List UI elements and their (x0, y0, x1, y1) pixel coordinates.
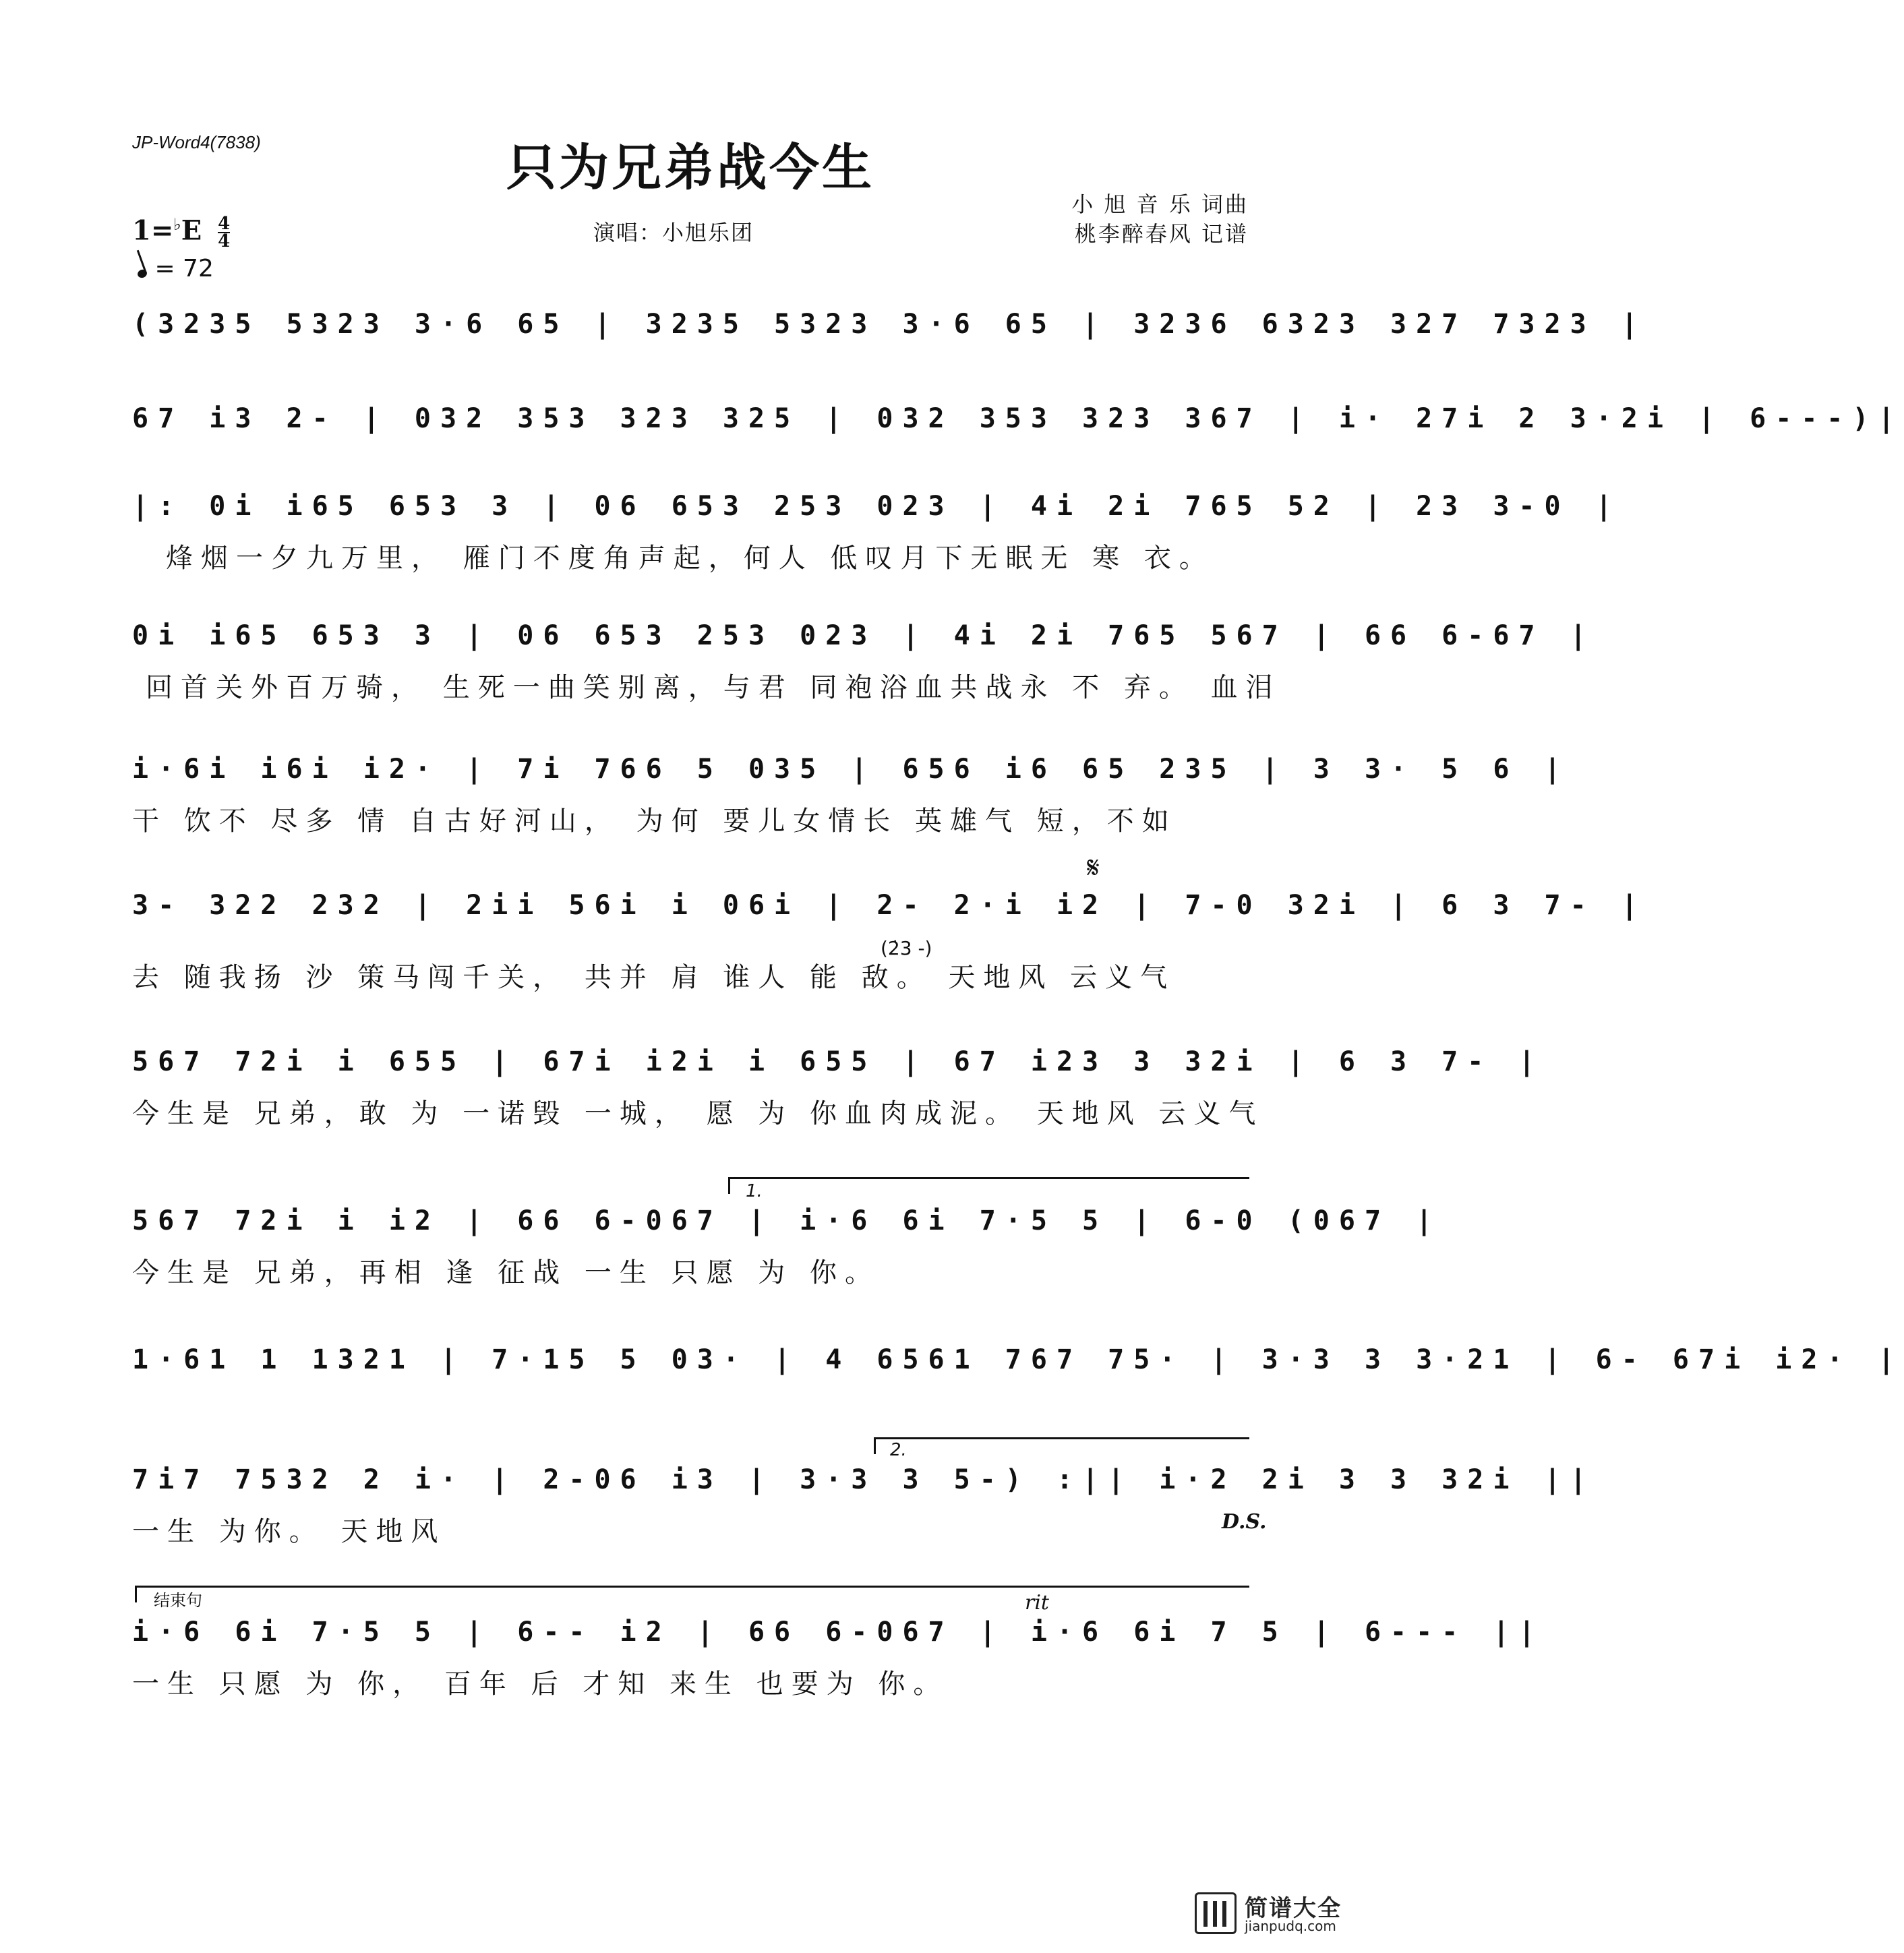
ending-bracket (135, 1586, 1249, 1602)
score-line-8 (132, 1205, 1442, 1290)
meter-bottom: 4 (218, 231, 231, 252)
rit-marking: rit (1025, 1591, 1049, 1615)
notation: 567 72i i 655 | 67i i2i i 655 | 67 i23 3 32i | 6 3 7- | (132, 1046, 1545, 1077)
notation: i·6i i6i i2· | 7i 766 5 035 | 656 i6 65 235 | 3 3· 5 6 | (132, 754, 1570, 785)
score-line-5 (132, 754, 1570, 838)
key-signature (132, 214, 231, 252)
key-prefix: 1= (132, 214, 174, 247)
ending-label: 结束句 (154, 1591, 202, 1610)
alt-phrase: (2̇3 -) (881, 937, 932, 959)
flat-sign: ♭ (173, 214, 181, 234)
lyric: 一生 只愿 为 你， 百年 后 才知 来生 也要为 你。 (132, 1669, 949, 1700)
volta-label-1: 1. (746, 1181, 763, 1201)
notation: i·6 6i 7·5 5 | 6-- i2 | 66 6-067 | i·6 6i 7 5 | 6--- || (132, 1617, 1545, 1648)
lyric: 干 饮不 尽多 情 自古好河山， 为何 要儿女情长 英雄气 短，不如 (132, 806, 1177, 837)
lyric: 回首关外百万骑， 生死一曲笑别离，与君 同袍浴血共战永 不 弃。 血泪 (146, 672, 1281, 703)
quarter-note-icon (136, 268, 148, 279)
piano-bars-icon (1195, 1892, 1237, 1934)
score-line-10 (132, 1464, 1596, 1549)
score-line-11 (132, 1617, 1545, 1701)
score-line-3 (132, 491, 1622, 575)
tempo-marking (138, 255, 214, 282)
notation: (3235 5323 3·6 65 | 3235 5323 3·6 65 | 3236 6323 327 7323 | (132, 309, 1647, 340)
score-line-4 (132, 620, 1596, 704)
lyric: 去 随我扬 沙 策马闯千关， 共并 肩 谁人 能 敌。 天地风 云义气 (132, 962, 1176, 993)
notation: 567 72i i i2 | 66 6-067 | i·6 6i 7·5 5 | 6-0 (067 | (132, 1205, 1442, 1236)
logo-name: 简谱大全 (1245, 1895, 1342, 1922)
notation: 7i7 7532 2 i· | 2-06 i3 | 3·3 3 5-) :|| i·2 2i 3 3 32i || (132, 1464, 1596, 1495)
page-title: 只为兄弟战今生 (506, 139, 874, 197)
lyric: 一生 为你。 天地风 (132, 1516, 446, 1547)
singer: 演唱：小旭乐团 (593, 220, 754, 245)
site-logo (1195, 1890, 1354, 1937)
key-note: E (181, 214, 202, 247)
notation: 1·61 1 1321 | 7·15 5 03· | 4 6561 767 75· | 3·3 3 3·21 | 6- 67i i2· | (132, 1344, 1904, 1375)
transcriber: 桃李醉春风 记谱 (1074, 221, 1249, 247)
ds-marking: D.S. (1222, 1510, 1267, 1534)
volta-bracket-1 (728, 1177, 1249, 1194)
notation: |: 0i i65 653 3 | 06 653 253 023 | 4i 2i 765 52 | 23 3-0 | (132, 491, 1622, 522)
logo-url: jianpudq.com (1245, 1918, 1336, 1934)
lyric: 今生是 兄弟，敢 为 一诺毁 一城， 愿 为 你血肉成泥。 天地风 云义气 (132, 1098, 1264, 1129)
volta-bracket-2 (874, 1437, 1249, 1454)
segno-icon: 𝄋 (1087, 851, 1100, 885)
score-line-6 (132, 890, 1647, 994)
notation: 3- 322 232 | 2ii 56i i 06i | 2- 2·i i2 | 7-0 32i | 6 3 7- | (132, 890, 1647, 921)
notation: 67 i3 2- | 032 353 323 325 | 032 353 323 367 | i· 27i 2 3·2i | 6---)| (132, 403, 1904, 434)
lyricist-composer: 小 旭 音 乐 词曲 (1071, 191, 1249, 217)
notation: 0i i65 653 3 | 06 653 253 023 | 4i 2i 765 567 | 66 6-67 | (132, 620, 1596, 651)
score-line-1 (132, 309, 1647, 340)
time-signature (218, 214, 231, 252)
lyric: 烽烟一夕九万里， 雁门不度角声起，何人 低叹月下无眠无 寒 衣。 (166, 543, 1214, 574)
score-line-2 (132, 403, 1904, 434)
tempo-value: = 72 (154, 255, 214, 282)
lyric: 今生是 兄弟，再相 逢 征战 一生 只愿 为 你。 (132, 1257, 881, 1288)
volta-label-2: 2. (890, 1440, 907, 1460)
meter-top: 4 (218, 214, 231, 235)
score-line-7 (132, 1046, 1545, 1131)
score-line-9 (132, 1344, 1904, 1375)
software-label: JP-Word4(7838) (132, 132, 261, 152)
